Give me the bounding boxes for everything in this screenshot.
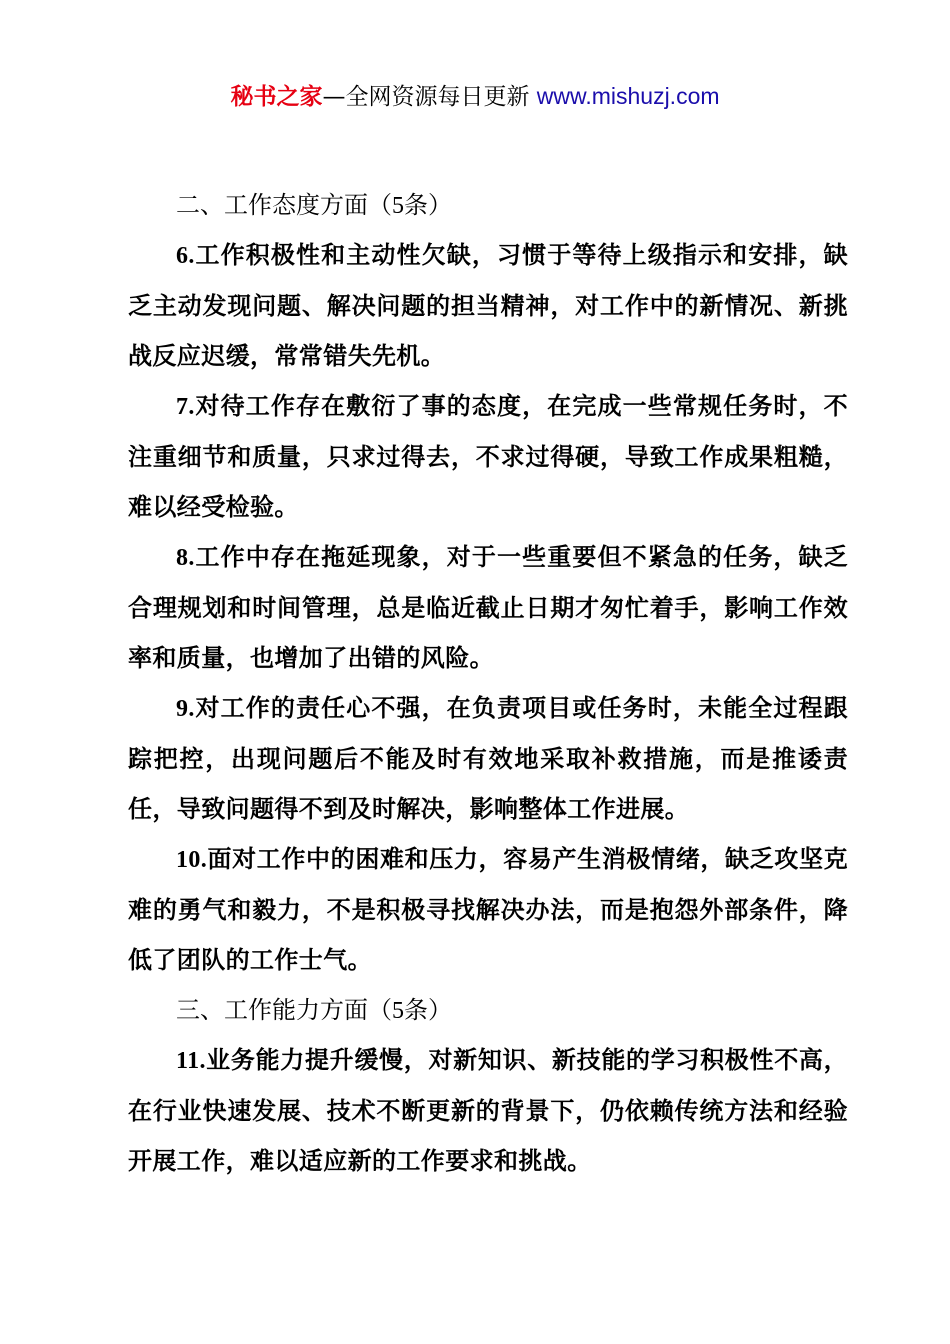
- section-heading-count: 5: [392, 193, 404, 219]
- list-item-11: [128, 1035, 848, 1186]
- item-number: 8.: [176, 545, 195, 571]
- item-number: 10.: [176, 847, 208, 873]
- list-item-6: [128, 230, 848, 381]
- item-number: 11.: [176, 1048, 206, 1074]
- item-number: 9.: [176, 696, 195, 722]
- header-tagline: —全网资源每日更新: [322, 84, 537, 110]
- document-body: [128, 180, 848, 1186]
- brand-name: 秘书之家: [230, 84, 323, 110]
- item-text: 对待工作存在敷衍了事的态度，在完成一些常规任务时，不注重细节和质量，只求过得去，不求过得硬，导致工作成果粗糙，难以经受检验。: [128, 392, 848, 521]
- site-url-link[interactable]: www.mishuzj.com: [536, 83, 720, 109]
- section-heading-suffix: 条）: [404, 191, 452, 219]
- list-item-8: [128, 532, 848, 683]
- page-header: [0, 80, 950, 113]
- list-item-9: [128, 683, 848, 834]
- item-text: 对工作的责任心不强，在负责项目或任务时，未能全过程跟踪把控，出现问题后不能及时有效地采取补救措施，而是推诿责任，导致问题得不到及时解决，影响整体工作进展。: [128, 694, 848, 823]
- item-text: 业务能力提升缓慢，对新知识、新技能的学习积极性不高，在行业快速发展、技术不断更新的背景下，仍依赖传统方法和经验开展工作，难以适应新的工作要求和挑战。: [128, 1046, 848, 1175]
- list-item-7: [128, 381, 848, 532]
- section-heading-suffix: 条）: [404, 996, 452, 1024]
- item-text: 面对工作中的困难和压力，容易产生消极情绪，缺乏攻坚克难的勇气和毅力，不是积极寻找解决办法，而是抱怨外部条件，降低了团队的工作士气。: [128, 845, 848, 974]
- section-heading-attitude: [128, 180, 848, 230]
- item-text: 工作中存在拖延现象，对于一些重要但不紧急的任务，缺乏合理规划和时间管理，总是临近截止日期才匆忙着手，影响工作效率和质量，也增加了出错的风险。: [128, 543, 848, 672]
- section-heading-label: 三、工作能力方面（: [176, 996, 392, 1024]
- item-number: 6.: [176, 243, 195, 269]
- list-item-10: [128, 834, 848, 985]
- section-heading-ability: [128, 985, 848, 1035]
- item-text: 工作积极性和主动性欠缺，习惯于等待上级指示和安排，缺乏主动发现问题、解决问题的担当精神，对工作中的新情况、新挑战反应迟缓，常常错失先机。: [128, 241, 848, 370]
- section-heading-label: 二、工作态度方面（: [176, 191, 392, 219]
- item-number: 7.: [176, 394, 195, 420]
- section-heading-count: 5: [392, 998, 404, 1024]
